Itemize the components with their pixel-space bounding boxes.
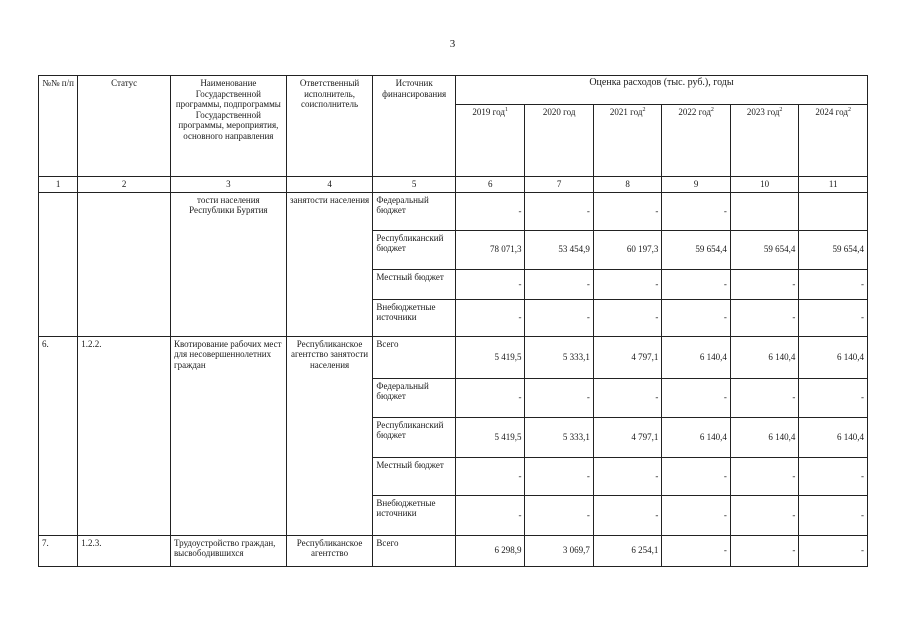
header-year-2023: 2023 год$^2$ [730, 105, 798, 177]
cell-value: - [455, 457, 524, 495]
cell-value: - [593, 457, 661, 495]
cell-name: Трудоустройство граждан, высвободившихся [170, 535, 286, 566]
cell-value: - [525, 192, 593, 230]
cell-value: 3 069,7 [525, 535, 593, 566]
cell-value: 4 797,1 [593, 336, 661, 378]
cell-value: 6 140,4 [799, 417, 868, 457]
cell-value: 59 654,4 [730, 230, 798, 269]
cell-value [799, 192, 868, 230]
header-year-2019: 2019 год$^1$ [455, 105, 524, 177]
cell-value: - [455, 269, 524, 299]
cell-num: 7. [39, 535, 78, 566]
header-year-2021: 2021 год$^2$ [593, 105, 661, 177]
cell-status [78, 192, 171, 336]
cell-value: - [799, 535, 868, 566]
cell-value: - [730, 495, 798, 535]
cell-executor: Республиканское агентство [286, 535, 373, 566]
cell-value: 5 333,1 [525, 417, 593, 457]
cell-value: - [455, 495, 524, 535]
header-estimate: Оценка расходов (тыс. руб.), годы [455, 76, 867, 105]
cell-value: - [799, 269, 868, 299]
cell-num: 6. [39, 336, 78, 535]
cell-value: 78 071,3 [455, 230, 524, 269]
cell-source: Всего [373, 336, 456, 378]
cell-value: - [730, 269, 798, 299]
cell-source: Федеральный бюджет [373, 378, 456, 417]
header-year-2022: 2022 год$^2$ [662, 105, 730, 177]
col-number: 7 [525, 177, 593, 193]
header-num: №№ п/п [39, 76, 78, 177]
table-row [39, 336, 868, 378]
cell-value: - [662, 299, 730, 336]
budget-table [38, 75, 868, 567]
table-row [39, 535, 868, 566]
cell-source: Республиканский бюджет [373, 230, 456, 269]
cell-value: 6 254,1 [593, 535, 661, 566]
cell-value: - [662, 192, 730, 230]
col-number: 4 [286, 177, 373, 193]
cell-value: 6 298,9 [455, 535, 524, 566]
header-source: Источник финансирования [373, 76, 456, 177]
cell-value: 5 419,5 [455, 417, 524, 457]
cell-value: 53 454,9 [525, 230, 593, 269]
cell-value: - [593, 192, 661, 230]
cell-source: Внебюджетные источники [373, 299, 456, 336]
col-number: 6 [455, 177, 524, 193]
cell-value: - [799, 457, 868, 495]
cell-value: 4 797,1 [593, 417, 661, 457]
cell-name: Квотирование рабочих мест для несовершеннолетних граждан [170, 336, 286, 535]
cell-value: 59 654,4 [662, 230, 730, 269]
cell-value: 59 654,4 [799, 230, 868, 269]
header-year-2024: 2024 год$^2$ [799, 105, 868, 177]
cell-value: - [455, 192, 524, 230]
cell-value: - [662, 378, 730, 417]
cell-status: 1.2.3. [78, 535, 171, 566]
page-number: 3 [449, 38, 456, 50]
cell-value: - [730, 299, 798, 336]
col-number: 3 [170, 177, 286, 193]
cell-value: - [662, 269, 730, 299]
cell-source: Республиканский бюджет [373, 417, 456, 457]
cell-executor: Республиканское агентство занятости населения [286, 336, 373, 535]
cell-value: 6 140,4 [662, 336, 730, 378]
cell-value: - [593, 495, 661, 535]
col-number: 5 [373, 177, 456, 193]
column-number-row [39, 177, 868, 193]
header-status: Статус [78, 76, 171, 177]
cell-value: - [662, 457, 730, 495]
cell-value: 5 419,5 [455, 336, 524, 378]
cell-value: - [593, 299, 661, 336]
cell-value: 60 197,3 [593, 230, 661, 269]
cell-value: 6 140,4 [730, 336, 798, 378]
cell-value: - [662, 535, 730, 566]
cell-value: - [525, 378, 593, 417]
cell-value: - [799, 299, 868, 336]
cell-value: 6 140,4 [662, 417, 730, 457]
cell-source: Местный бюджет [373, 457, 456, 495]
cell-value: - [730, 457, 798, 495]
cell-value: 6 140,4 [799, 336, 868, 378]
cell-source: Всего [373, 535, 456, 566]
cell-value [730, 192, 798, 230]
cell-value: - [525, 299, 593, 336]
col-number: 9 [662, 177, 730, 193]
header-name: Наименование Государственной программы, подпрограммы Государственной программы, мероприятия, основного направления [170, 76, 286, 177]
cell-value: - [455, 378, 524, 417]
cell-value: - [593, 269, 661, 299]
cell-value: - [662, 495, 730, 535]
cell-value: - [730, 535, 798, 566]
col-number: 2 [78, 177, 171, 193]
cell-value: - [593, 378, 661, 417]
col-number: 1 [39, 177, 78, 193]
header-year-2020: 2020 год [525, 105, 593, 177]
cell-value: - [730, 378, 798, 417]
cell-executor: занятости населения [286, 192, 373, 336]
cell-value: - [799, 378, 868, 417]
cell-value: - [799, 495, 868, 535]
header-executor: Ответственный исполнитель, соисполнитель [286, 76, 373, 177]
cell-value: - [455, 299, 524, 336]
cell-num [39, 192, 78, 336]
cell-source: Федеральный бюджет [373, 192, 456, 230]
table-row [39, 192, 868, 230]
cell-value: - [525, 457, 593, 495]
cell-value: 6 140,4 [730, 417, 798, 457]
cell-name: тости населения Республики Бурятия [170, 192, 286, 336]
cell-value: 5 333,1 [525, 336, 593, 378]
col-number: 10 [730, 177, 798, 193]
cell-status: 1.2.2. [78, 336, 171, 535]
cell-source: Внебюджетные источники [373, 495, 456, 535]
cell-value: - [525, 269, 593, 299]
col-number: 11 [799, 177, 868, 193]
col-number: 8 [593, 177, 661, 193]
cell-source: Местный бюджет [373, 269, 456, 299]
cell-value: - [525, 495, 593, 535]
